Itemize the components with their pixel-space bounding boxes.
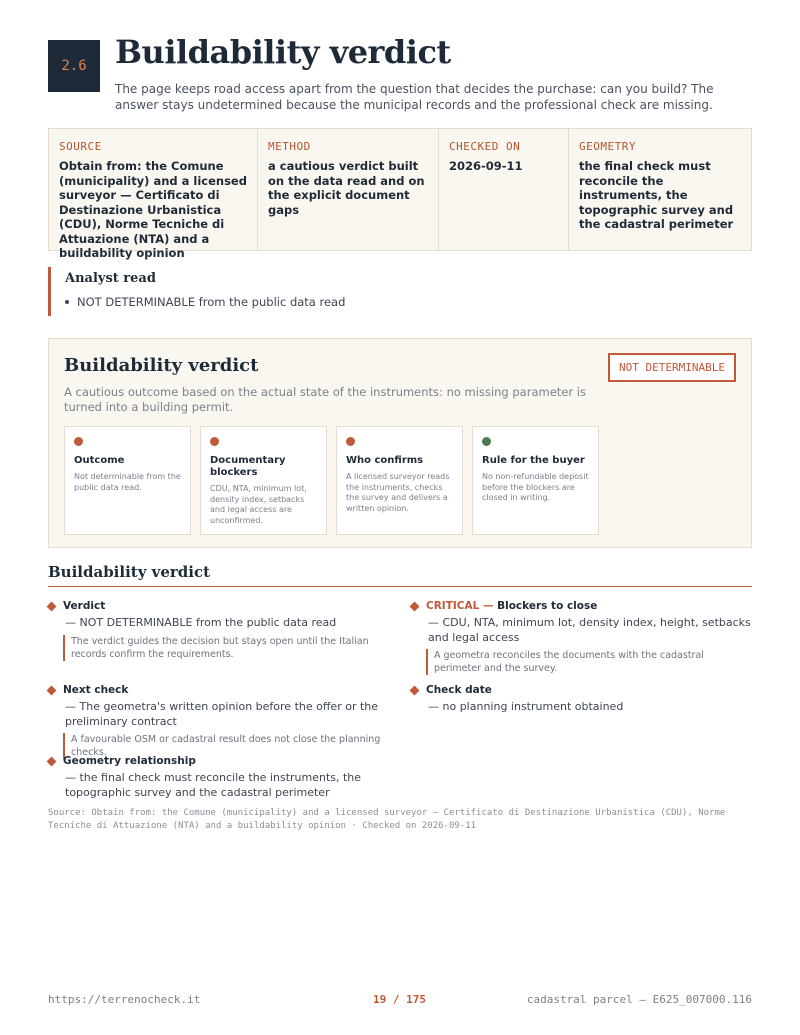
status-dot-icon: [210, 437, 219, 446]
meta-geometry-label: GEOMETRY: [579, 140, 636, 153]
meta-checked-value: 2026-09-11: [449, 159, 523, 173]
analyst-read-item-text: NOT DETERMINABLE from the public data read: [77, 295, 346, 309]
diamond-bullet-icon: [47, 686, 57, 696]
item-blockers-body: — CDU, NTA, minimum lot, density index, height, setbacks and legal access: [428, 616, 751, 644]
verdict-panel-lead: A cautious outcome based on the actual state of the instruments: no missing parameter is turned into a building permit.: [64, 385, 586, 414]
meta-source: [49, 129, 258, 260]
analyst-read-item: [65, 295, 345, 309]
card-documentary-blockers: [200, 426, 327, 535]
meta-checked: [439, 129, 569, 250]
meta-source-value: Obtain from: the Comune (municipality) and a licensed surveyor — Certificato di Destinazione Urbanistica (CDU), Norme Tecniche di Attuazione (NTA) and a buildability opinion: [59, 159, 247, 260]
section-number: 2.6: [61, 58, 87, 74]
bullet-icon: [65, 300, 69, 304]
card-outcome: [64, 426, 191, 535]
meta-method-value: a cautious verdict built on the data read and on the explicit document gaps: [268, 159, 425, 217]
verdict-status-badge: NOT DETERMINABLE: [608, 353, 736, 382]
diamond-bullet-icon: [47, 757, 57, 767]
status-dot-icon: [346, 437, 355, 446]
card-text: A licensed surveyor reads the instruments, checks the survey and delivers a written opinion.: [346, 472, 450, 513]
meta-geometry: [569, 129, 751, 250]
item-verdict: [48, 600, 384, 661]
card-title: Outcome: [74, 455, 125, 466]
card-title: Rule for the buyer: [482, 455, 585, 466]
item-geometry-body: — the final check must reconcile the instruments, the topographic survey and the cadastral perimeter: [65, 771, 362, 799]
verdict-panel: [48, 338, 752, 548]
card-rule-for-buyer: [472, 426, 599, 535]
item-verdict-note: The verdict guides the decision but stays open until the Italian records confirm the requirements.: [63, 635, 384, 661]
critical-label: CRITICAL —: [426, 600, 494, 612]
page-lead: The page keeps road access apart from the question that decides the purchase: can you build? The answer stays undetermined because the municipal records and the professional check are missing.: [115, 82, 714, 112]
item-next-check-note: A favourable OSM or cadastral result does not close the planning checks.: [63, 733, 384, 759]
item-check-date-body: — no planning instrument obtained: [428, 700, 624, 713]
card-title: Who confirms: [346, 455, 424, 466]
item-verdict-head: Verdict: [63, 600, 106, 612]
diamond-bullet-icon: [410, 686, 420, 696]
meta-method: [258, 129, 439, 250]
page-number: 19 / 175: [373, 993, 426, 1006]
analyst-read: [48, 267, 345, 316]
item-next-check-body: — The geometra's written opinion before the offer or the preliminary contract: [65, 700, 379, 728]
item-blockers-note: A geometra reconciles the documents with the cadastral perimeter and the survey.: [426, 649, 752, 675]
item-verdict-body: — NOT DETERMINABLE from the public data read: [65, 616, 337, 629]
diamond-bullet-icon: [410, 602, 420, 612]
item-geometry: [48, 755, 384, 800]
status-dot-icon: [74, 437, 83, 446]
item-next-check: [48, 684, 384, 759]
card-title: Documentary blockers: [210, 455, 286, 478]
verdict-cards: [64, 426, 599, 535]
item-next-check-head: Next check: [63, 684, 129, 696]
card-text: No non-refundable deposit before the blockers are closed in writing.: [482, 472, 589, 502]
card-who-confirms: [336, 426, 463, 535]
section-number-badge: [48, 40, 100, 92]
item-blockers: [411, 600, 752, 675]
diamond-bullet-icon: [47, 602, 57, 612]
card-text: CDU, NTA, minimum lot, density index, setbacks and legal access are unconfirmed.: [210, 484, 307, 525]
section-divider: [48, 586, 752, 587]
item-check-date-head: Check date: [426, 684, 492, 696]
item-blockers-head-row: [426, 600, 752, 612]
item-blockers-head: Blockers to close: [497, 600, 598, 612]
meta-checked-label: CHECKED ON: [449, 140, 521, 153]
verdict-panel-title: Buildability verdict: [64, 355, 259, 376]
status-dot-icon: [482, 437, 491, 446]
page-title: Buildability verdict: [115, 33, 451, 71]
meta-geometry-value: the final check must reconcile the instruments, the topographic survey and the cadastral perimeter: [579, 159, 734, 231]
meta-source-label: SOURCE: [59, 140, 102, 153]
card-text: Not determinable from the public data read.: [74, 472, 181, 492]
item-geometry-head: Geometry relationship: [63, 755, 196, 767]
analyst-read-title: Analyst read: [65, 271, 156, 286]
source-citation: Source: Obtain from: the Comune (municipality) and a licensed surveyor — Certificato di Destinazione Urbanistica (CDU), Norme Tecniche di Attuazione (NTA) and a buildability opinion · Checked on 2026-09-11: [48, 808, 726, 831]
footer-url-link[interactable]: https://terrenocheck.it: [48, 993, 201, 1006]
meta-method-label: METHOD: [268, 140, 311, 153]
parcel-id: cadastral parcel — E625_007000.116: [526, 993, 752, 1006]
section-title: Buildability verdict: [48, 563, 211, 581]
meta-table: [48, 128, 752, 260]
item-check-date: [411, 684, 752, 715]
